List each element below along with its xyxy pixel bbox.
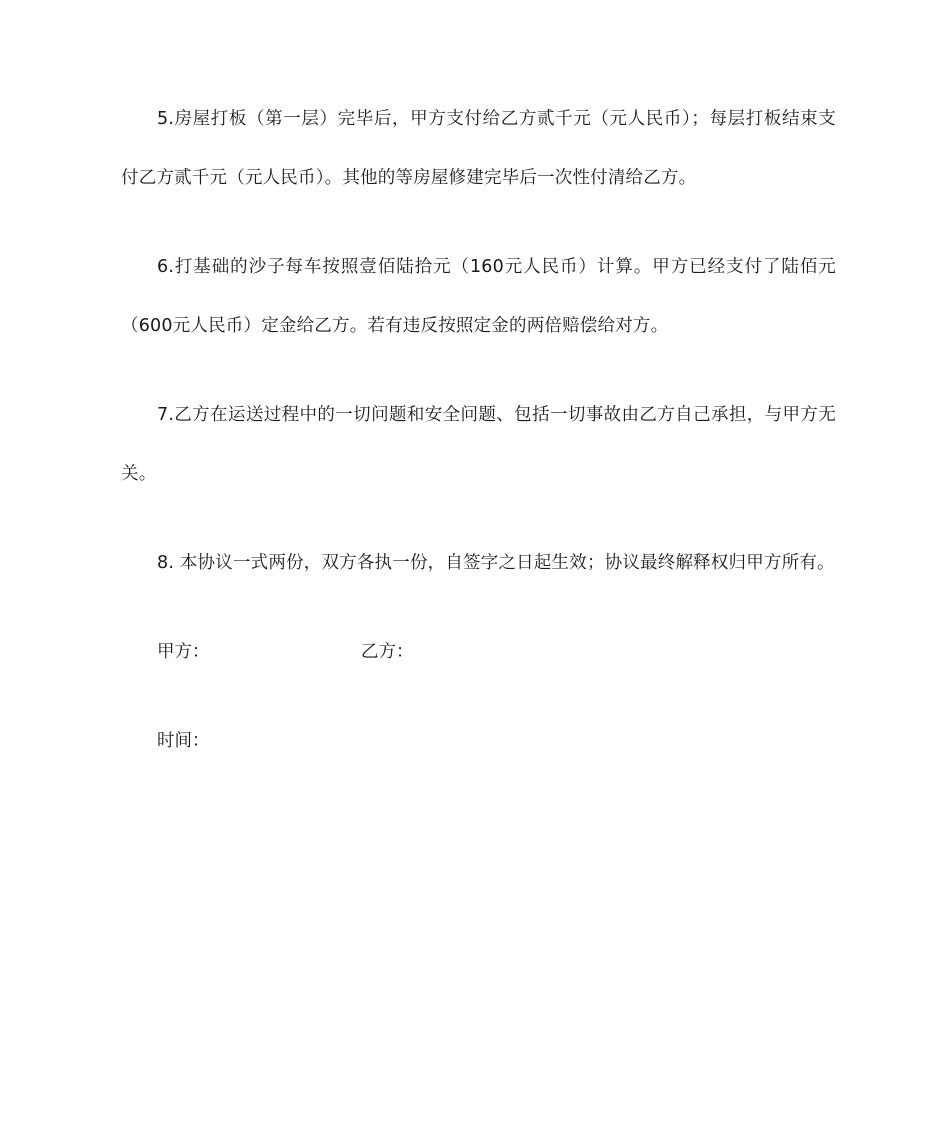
- document-page: [121, 90, 836, 801]
- signature-row: [121, 623, 836, 682]
- date-row: [121, 712, 836, 771]
- clause-5: 5.房屋打板（第一层）完毕后，甲方支付给乙方贰千元（元人民币）；每层打板结束支付乙方贰千元（元人民币）。其他的等房屋修建完毕后一次性付清给乙方。: [121, 109, 836, 188]
- clause-7: 7.乙方在运送过程中的一切问题和安全问题、包括一切事故由乙方自己承担，与甲方无关。: [121, 405, 836, 484]
- clause-8: 8. 本协议一式两份，双方各执一份，自签字之日起生效；协议最终解释权归甲方所有。: [157, 553, 835, 573]
- party-b-label: 乙方：: [361, 642, 414, 662]
- party-a-label: 甲方：: [157, 642, 210, 662]
- date-label: 时间：: [157, 731, 210, 751]
- clause-6: 6.打基础的沙子每车按照壹佰陆拾元（160元人民币）计算。甲方已经支付了陆佰元（600元人民币）定金给乙方。若有违反按照定金的两倍赔偿给对方。: [121, 257, 836, 336]
